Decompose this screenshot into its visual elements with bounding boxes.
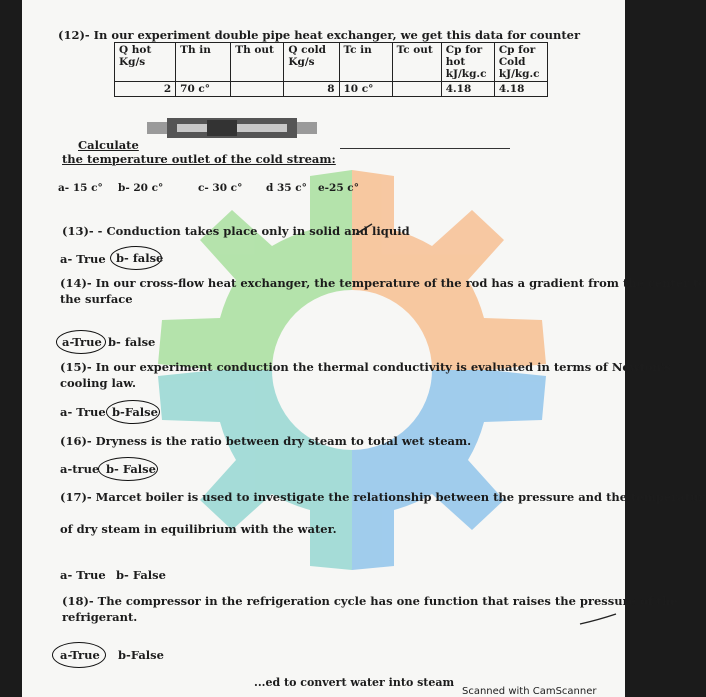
q16-option-a: a-true — [60, 462, 100, 476]
exchanger-data-table — [114, 42, 548, 97]
header-th-out: Th out — [231, 43, 284, 82]
q12-option-e: e-25 c° — [318, 182, 359, 194]
q12-option-c: c- 30 c° — [198, 182, 243, 194]
calculate-label: Calculate — [78, 138, 139, 152]
q18-text-line1: (18)- The compressor in the refrigeration cycle has one function that raises the pressure of the — [62, 594, 678, 608]
header-tc-in: Tc in — [339, 43, 392, 82]
header-th-in: Th in — [176, 43, 231, 82]
q18-option-b: b-False — [118, 648, 164, 662]
q15-text-line2: cooling law. — [60, 376, 137, 390]
header-q-cold: Q cold Kg/s — [284, 43, 339, 82]
cell-th-in: 70 c° — [176, 82, 231, 97]
header-cp-hot: Cp for hot kJ/kg.c — [441, 43, 494, 82]
q14-option-a: a-True — [62, 335, 102, 349]
q17-option-b: b- False — [116, 568, 166, 582]
q18-option-a: a-True — [60, 648, 100, 662]
q18-text-line2: refrigerant. — [62, 610, 138, 624]
q17-text-line2: of dry steam in equilibrium with the water. — [60, 522, 337, 536]
check-mark-icon — [354, 222, 374, 236]
q12-title: (12)- In our experiment double pipe heat exchanger, we get this data for counter — [58, 28, 581, 42]
q14-text-line2: the surface — [60, 292, 133, 306]
header-q-hot: Q hot Kg/s — [115, 43, 176, 82]
answer-line — [340, 148, 510, 149]
heat-exchanger-image — [147, 116, 317, 140]
q12-option-b: b- 20 c° — [118, 182, 164, 194]
cutoff-text: ...ed to convert water into steam — [254, 676, 455, 689]
q15-text-line1: (15)- In our experiment conduction the thermal conductivity is evaluated in terms of Newton's — [60, 360, 671, 374]
cell-tc-in: 10 c° — [339, 82, 392, 97]
document-page — [22, 0, 706, 697]
q17-text-line1: (17)- Marcet boiler is used to investigate the relationship between the pressure and the temperatur — [60, 490, 705, 504]
q17-option-a: a- True — [60, 568, 106, 582]
q13-text: (13)- - Conduction takes place only in solid and liquid — [62, 224, 410, 238]
header-cp-cold: Cp for Cold kJ/kg.c — [494, 43, 547, 82]
cell-q-hot: 2 — [115, 82, 176, 97]
q15-option-a: a- True — [60, 405, 106, 419]
q16-option-b: b- False — [106, 462, 156, 476]
q13-option-a: a- True — [60, 252, 106, 266]
cell-th-out — [231, 82, 284, 97]
q12-option-a: a- 15 c° — [58, 182, 103, 194]
q12-task: the temperature outlet of the cold stream: — [62, 152, 336, 166]
cell-tc-out — [392, 82, 441, 97]
cell-q-cold: 8 — [284, 82, 339, 97]
q12-option-d: d 35 c° — [266, 182, 307, 194]
q13-option-b: b- false — [116, 251, 164, 265]
q16-text: (16)- Dryness is the ratio between dry steam to total wet steam. — [60, 434, 472, 448]
cell-cp-hot: 4.18 — [441, 82, 494, 97]
q15-option-b: b-False — [112, 405, 158, 419]
pen-stroke-icon — [578, 612, 618, 626]
cell-cp-cold: 4.18 — [494, 82, 547, 97]
q14-text-line1: (14)- In our cross-flow heat exchanger, the temperature of the rod has a gradient from the center to — [60, 276, 706, 290]
q14-option-b: b- false — [108, 335, 156, 349]
header-tc-out: Tc out — [392, 43, 441, 82]
camscanner-watermark: Scanned with CamScanner — [462, 686, 597, 697]
